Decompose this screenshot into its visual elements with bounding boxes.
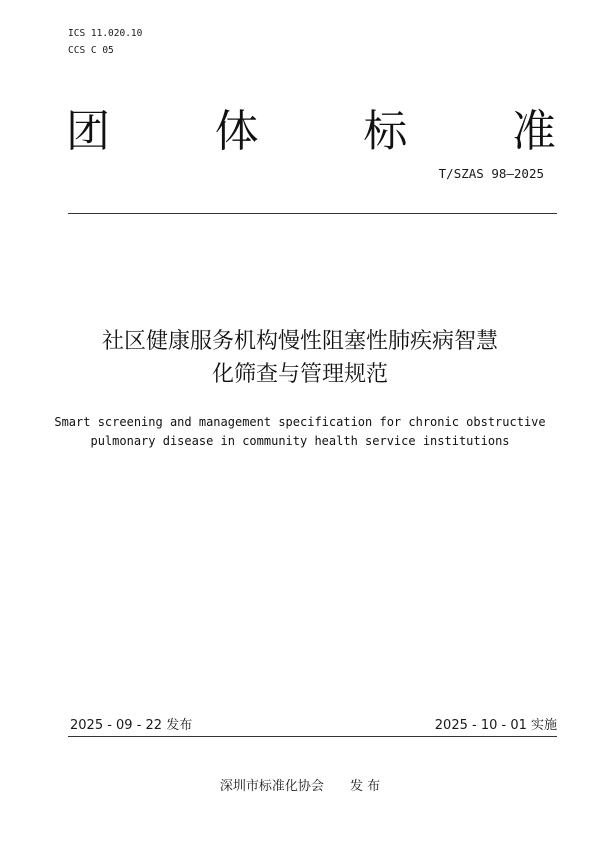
bottom-divider <box>68 736 557 737</box>
issue-date: 2025 - 09 - 22 发布 <box>70 718 193 733</box>
standard-number: T/SZAS 98—2025 <box>438 166 544 181</box>
english-title-line-1: Smart screening and management specification for chronic obstructive <box>54 415 546 429</box>
english-title <box>30 413 570 451</box>
top-divider <box>68 213 557 214</box>
title-char-4: 准 <box>511 106 556 157</box>
publisher-name: 深圳市标准化协会 <box>219 779 324 794</box>
ccs-code: CCS C 05 <box>68 45 114 56</box>
document-type-title <box>66 103 556 161</box>
chinese-title <box>40 325 560 391</box>
publisher-line <box>0 775 600 794</box>
ics-code: ICS 11.020.10 <box>68 28 143 39</box>
implementation-date: 2025 - 10 - 01 实施 <box>434 718 557 733</box>
title-char-2: 体 <box>214 106 259 157</box>
english-title-line-2: pulmonary disease in community health service institutions <box>90 434 510 448</box>
title-char-1: 团 <box>66 106 110 157</box>
publisher-action: 发 布 <box>349 779 381 794</box>
chinese-title-line-2: 化筛查与管理规范 <box>211 362 388 387</box>
title-char-3: 标 <box>363 106 408 157</box>
chinese-title-line-1: 社区健康服务机构慢性阻塞性肺疾病智慧 <box>101 329 498 354</box>
